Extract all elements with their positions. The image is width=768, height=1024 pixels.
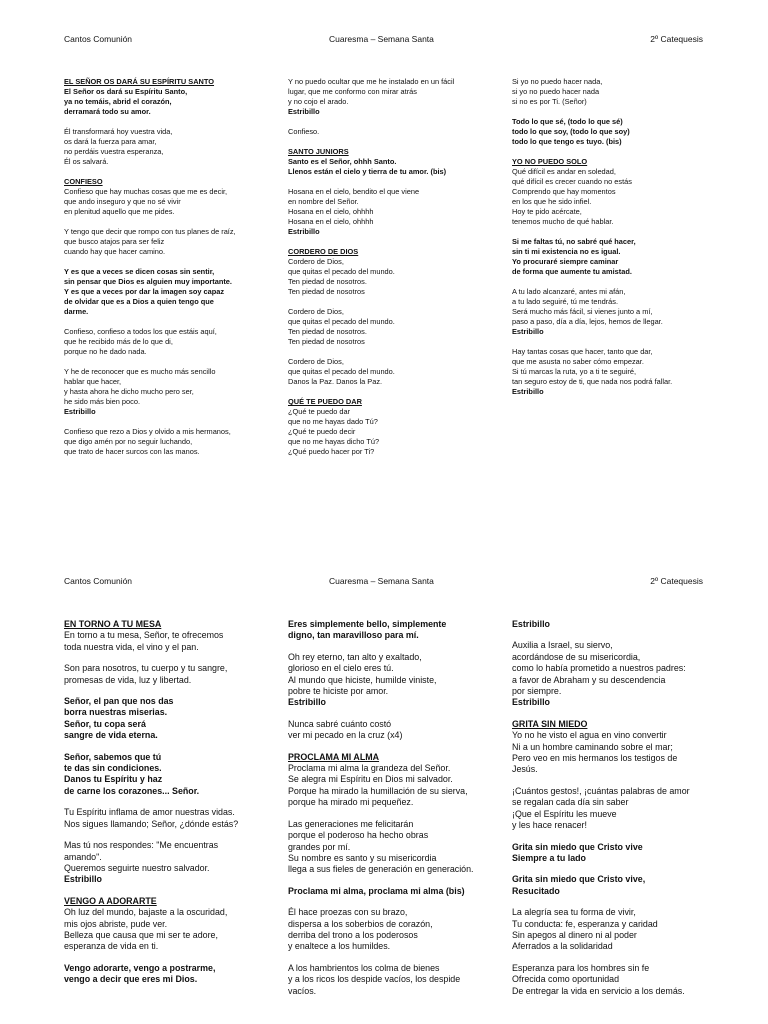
lyric-line: porque el poderoso ha hecho obras <box>288 830 429 841</box>
chorus-line: Señor, tu copa será <box>64 718 146 729</box>
page1-column-2 <box>288 77 454 457</box>
lyric-line: Ten piedad de nosotros <box>288 337 365 346</box>
lyric-line: Son para nosotros, tu cuerpo y tu sangre, <box>64 663 228 674</box>
chorus-line: Estribillo <box>512 619 550 629</box>
lyric-line: Sin apegos al dinero ni al poder <box>512 929 637 940</box>
lyric-line: Porque ha mirado la humillación de su sierva, <box>288 785 468 796</box>
line-spacer <box>512 897 690 907</box>
lyric-line: cuando hay que hacer camino. <box>64 247 166 256</box>
song-title: VENGO A ADORARTE <box>64 895 157 906</box>
line-spacer <box>64 953 238 963</box>
line-spacer <box>512 227 672 237</box>
chorus-line: Santo es el Señor, ohhh Santo. <box>288 157 397 166</box>
line-spacer <box>64 167 236 177</box>
lyric-line: amando". <box>64 851 102 862</box>
chorus-line: Si me faltas tú, no sabré qué hacer, <box>512 237 636 246</box>
header-right: 2º Catequesis <box>650 34 703 44</box>
line-spacer <box>288 809 474 819</box>
page2-column-3 <box>512 619 690 997</box>
lyric-line: Hosana en el cielo, ohhhh <box>288 207 374 216</box>
lyric-line: ¿Qué te puedo dar <box>288 407 351 416</box>
header-right: 2º Catequesis <box>650 576 703 586</box>
line-spacer <box>512 337 672 347</box>
lyric-line: Ten piedad de nosotros. <box>288 277 367 286</box>
chorus-line: Grita sin miedo que Cristo vive, <box>512 874 646 885</box>
lyric-line: Hoy te pido acércate, <box>512 207 582 216</box>
header-left: Cantos Comunión <box>64 576 133 586</box>
lyric-line: hablar que hacer, <box>64 377 122 386</box>
line-spacer <box>64 257 236 267</box>
line-spacer <box>64 653 238 663</box>
lyric-line: Mas tú nos respondes: "Me encuentras <box>64 840 219 851</box>
line-spacer <box>512 709 690 719</box>
page2-column-2 <box>288 619 474 997</box>
lyric-line: Se alegra mi Espíritu en Dios mi salvador. <box>288 774 453 785</box>
chorus-line: Proclama mi alma, proclama mi alma (bis) <box>288 885 465 896</box>
lyric-line: Ten piedad de nosotros <box>288 287 365 296</box>
chorus-line: Estribillo <box>288 697 326 708</box>
lyric-line: Qué difícil es andar en soledad, <box>512 167 616 176</box>
lyric-line: Él os salvará. <box>64 157 109 166</box>
chorus-line: de olvidar que es a Dios a quien tengo que <box>64 297 214 306</box>
lyric-line: lugar, que me conformo con mirar atrás <box>288 87 417 96</box>
lyric-line: que ando inseguro y que no sé vivir <box>64 197 181 206</box>
line-spacer <box>512 832 690 842</box>
lyric-line: Jesús. <box>512 764 538 775</box>
lyric-line: se regalan cada día sin saber <box>512 797 629 808</box>
lyric-line: Tu Espíritu inflama de amor nuestras vidas. <box>64 807 235 818</box>
chorus-line: Yo procuraré siempre caminar <box>512 257 619 266</box>
chorus-line: Vengo adorarte, vengo a postrarme, <box>64 962 216 973</box>
line-spacer <box>288 297 454 307</box>
lyric-line: pobre te hiciste por amor. <box>288 686 389 697</box>
chorus-line: Estribillo <box>288 107 320 116</box>
lyric-line: Será mucho más fácil, si vienes junto a mí, <box>512 307 653 316</box>
line-spacer <box>64 686 238 696</box>
line-spacer <box>288 742 474 752</box>
lyric-line: Cordero de Dios, <box>288 357 344 366</box>
chorus-line: borra nuestras miserias. <box>64 707 168 718</box>
lyric-line: en nombre del Señor. <box>288 197 359 206</box>
lyric-line: grandes por mí. <box>288 841 351 852</box>
lyric-line: Confieso que hay muchas cosas que me es decir, <box>64 187 228 196</box>
lyric-line: en los que he sido infiel. <box>512 197 592 206</box>
lyric-line: Él hace proezas con su brazo, <box>288 907 408 918</box>
lyric-line: como lo había prometido a nuestros padres: <box>512 663 686 674</box>
lyric-line: y les hace renacer! <box>512 820 587 831</box>
chorus-line: Estribillo <box>512 697 550 708</box>
chorus-line: sin ti mi existencia no es igual. <box>512 247 621 256</box>
chorus-line: Y es que a veces por dar la imagen soy capaz <box>64 287 225 296</box>
chorus-line: digno, tan maravilloso para mí. <box>288 630 419 641</box>
header-center: Cuaresma – Semana Santa <box>329 34 434 44</box>
line-spacer <box>288 347 454 357</box>
lyric-line: La alegría sea tu forma de vivir, <box>512 907 636 918</box>
lyric-line: toda nuestra vida, el vino y el pan. <box>64 641 199 652</box>
lyric-line: Y no puedo ocultar que me he instalado en un fácil <box>288 77 455 86</box>
line-spacer <box>512 953 690 963</box>
lyric-line: ver mi pecado en la cruz (x4) <box>288 730 403 741</box>
chorus-line: Siempre a tu lado <box>512 852 586 863</box>
lyric-line: ¡Cuántos gestos!, ¡cuántas palabras de amor <box>512 785 690 796</box>
header-left: Cantos Comunión <box>64 34 133 44</box>
line-spacer <box>64 797 238 807</box>
line-spacer <box>288 237 454 247</box>
lyric-line: Tu conducta: fe, esperanza y caridad <box>512 918 658 929</box>
lyric-line: y no cojo el arado. <box>288 97 349 106</box>
lyric-line: En torno a tu mesa, Señor, te ofrecemos <box>64 630 224 641</box>
song-title: EL SEÑOR OS DARÁ SU ESPÍRITU SANTO <box>64 77 215 86</box>
song-title: SANTO JUNIORS <box>288 147 349 156</box>
lyric-line: paso a paso, día a día, lejos, hemos de llegar. <box>512 317 663 326</box>
lyric-line: he sido más bien poco. <box>64 397 141 406</box>
line-spacer <box>64 830 238 840</box>
lyric-line: Belleza que causa que mi ser te adore, <box>64 929 218 940</box>
line-spacer <box>64 217 236 227</box>
lyric-line: y a los ricos los despide vacíos, los despide <box>288 974 461 985</box>
page2-header <box>0 576 768 588</box>
line-spacer <box>288 897 474 907</box>
lyric-line: si no es por Ti. (Señor) <box>512 97 587 106</box>
lyric-line: dispersa a los soberbios de corazón, <box>288 918 433 929</box>
chorus-line: Resucitado <box>512 885 560 896</box>
lyric-line: Oh rey eterno, tan alto y exaltado, <box>288 651 422 662</box>
chorus-line: Danos tu Espíritu y haz <box>64 774 163 785</box>
chorus-line: Y es que a veces se dicen cosas sin sentir, <box>64 267 215 276</box>
line-spacer <box>512 864 690 874</box>
lyric-line: De entregar la vida en servicio a los demás. <box>512 985 685 996</box>
line-spacer <box>64 357 236 367</box>
lyric-line: Hay tantas cosas que hacer, tanto que dar, <box>512 347 653 356</box>
song-title: PROCLAMA MI ALMA <box>288 751 380 762</box>
lyric-line: Comprendo que hay momentos <box>512 187 616 196</box>
line-spacer <box>512 147 672 157</box>
lyric-line: que quitas el pecado del mundo. <box>288 367 395 376</box>
chorus-line: todo lo que tengo es tuyo. (bis) <box>512 137 622 146</box>
song-title: CONFIESO <box>64 177 103 186</box>
chorus-line: todo lo que soy, (todo lo que soy) <box>512 127 630 136</box>
chorus-line: darme. <box>64 307 89 316</box>
lyric-line: Confieso que rezo a Dios y olvido a mis hermanos, <box>64 427 231 436</box>
lyric-line: Hosana en el cielo, bendito el que viene <box>288 187 420 196</box>
chorus-line: Estribillo <box>64 874 102 885</box>
lyric-line: esperanza de vida en ti. <box>64 941 159 952</box>
line-spacer <box>288 117 454 127</box>
lyric-line: Pero veo en mis hermanos los testigos de <box>512 753 678 764</box>
chorus-line: ya no temáis, abrid el corazón, <box>64 97 172 106</box>
chorus-line: Señor, sabemos que tú <box>64 751 162 762</box>
line-spacer <box>64 317 236 327</box>
chorus-line: te das sin condiciones. <box>64 763 162 774</box>
lyric-line: Y he de reconocer que es mucho más sencillo <box>64 367 216 376</box>
lyric-line: ¿Qué puedo hacer por Ti? <box>288 447 375 456</box>
lyric-line: que digo amén por no seguir luchando, <box>64 437 193 446</box>
lyric-line: Aferrados a la solidaridad <box>512 941 613 952</box>
lyric-line: ¿Qué te puedo decir <box>288 427 356 436</box>
page1-header <box>0 34 768 46</box>
lyric-line: Yo no he visto el agua en vino convertir <box>512 730 667 741</box>
lyric-line: Hosana en el cielo, ohhhh <box>288 217 374 226</box>
lyric-line: tenemos mucho de qué hablar. <box>512 217 614 226</box>
lyric-line: Las generaciones me felicitarán <box>288 818 414 829</box>
chorus-line: Estribillo <box>288 227 320 236</box>
lyric-line: Queremos seguirte nuestro salvador. <box>64 862 210 873</box>
lyric-line: Oh luz del mundo, bajaste a la oscuridad, <box>64 907 228 918</box>
lyric-line: tan seguro estoy de ti, que nada nos podrá fallar. <box>512 377 673 386</box>
lyric-line: Danos la Paz. Danos la Paz. <box>288 377 383 386</box>
lyric-line: Cordero de Dios, <box>288 307 344 316</box>
lyric-line: a tu lado seguiré, tú me tendrás. <box>512 297 618 306</box>
line-spacer <box>288 876 474 886</box>
chorus-line: vengo a decir que eres mi Dios. <box>64 974 198 985</box>
page1-column-3 <box>512 77 672 397</box>
line-spacer <box>288 953 474 963</box>
lyric-line: Si tú marcas la ruta, yo a ti te seguiré, <box>512 367 637 376</box>
lyric-line: qué difícil es crecer cuando no estás <box>512 177 632 186</box>
lyric-line: Nunca sabré cuánto costó <box>288 718 392 729</box>
lyric-line: Él transformará hoy vuestra vida, <box>64 127 173 136</box>
lyric-line: que no me hayas dado Tú? <box>288 417 378 426</box>
song-title: CORDERO DE DIOS <box>288 247 359 256</box>
lyric-line: y enaltece a los humildes. <box>288 941 391 952</box>
chorus-line: Estribillo <box>512 387 544 396</box>
lyric-line: vacíos. <box>288 985 317 996</box>
chorus-line: Señor, el pan que nos das <box>64 696 174 707</box>
lyric-line: Nos sigues llamando; Señor, ¿dónde estás? <box>64 818 239 829</box>
chorus-line: Estribillo <box>512 327 544 336</box>
line-spacer <box>512 277 672 287</box>
page1-column-1 <box>64 77 236 457</box>
lyric-line: que trato de hacer surcos con las manos. <box>64 447 200 456</box>
lyric-line: Y tengo que decir que rompo con tus planes de raíz, <box>64 227 236 236</box>
lyric-line: si yo no puedo hacer nada <box>512 87 600 96</box>
song-title: EN TORNO A TU MESA <box>64 619 162 629</box>
line-spacer <box>512 776 690 786</box>
lyric-line: A tu lado alcanzaré, antes mi afán, <box>512 287 626 296</box>
lyric-line: llega a sus fieles de generación en generación. <box>288 864 474 875</box>
chorus-line: de forma que aumente tu amistad. <box>512 267 632 276</box>
lyric-line: que he recibido más de lo que di, <box>64 337 173 346</box>
lyric-line: promesas de vida, luz y libertad. <box>64 674 192 685</box>
lyric-line: que me asusta no saber cómo empezar. <box>512 357 644 366</box>
line-spacer <box>64 742 238 752</box>
line-spacer <box>512 107 672 117</box>
lyric-line: derriba del trono a los poderosos <box>288 929 418 940</box>
lyric-line: en plenitud aquello que me pides. <box>64 207 175 216</box>
lyric-line: Auxilia a Israel, su siervo, <box>512 640 613 651</box>
chorus-line: sangre de vida eterna. <box>64 730 158 741</box>
lyric-line: a favor de Abraham y su descendencia <box>512 674 666 685</box>
lyric-line: Ten piedad de nosotros. <box>288 327 367 336</box>
line-spacer <box>288 137 454 147</box>
lyric-line: Si yo no puedo hacer nada, <box>512 77 603 86</box>
chorus-line: Todo lo que sé, (todo lo que sé) <box>512 117 623 126</box>
lyric-line: Proclama mi alma la grandeza del Señor. <box>288 763 451 774</box>
lyric-line: glorioso en el cielo eres tú. <box>288 663 394 674</box>
lyric-line: Confieso, confieso a todos los que estáis aquí, <box>64 327 217 336</box>
lyric-line: porque ha mirado mi pequeñez. <box>288 797 414 808</box>
lyric-line: y hasta ahora he dicho mucho pero ser, <box>64 387 194 396</box>
line-spacer <box>512 630 690 640</box>
line-spacer <box>64 117 236 127</box>
lyric-line: Esperanza para los hombres sin fe <box>512 962 650 973</box>
lyric-line: no perdáis vuestra esperanza, <box>64 147 164 156</box>
lyric-line: ¡Que el Espíritu les mueve <box>512 808 617 819</box>
lyric-line: os dará la fuerza para amar, <box>64 137 157 146</box>
lyric-line: mis ojos abriste, pude ver. <box>64 918 168 929</box>
song-title: QUÉ TE PUEDO DAR <box>288 397 362 406</box>
line-spacer <box>64 417 236 427</box>
lyric-line: que busco atajos para ser feliz <box>64 237 165 246</box>
lyric-line: A los hambrientos los colma de bienes <box>288 962 440 973</box>
lyric-line: por siempre. <box>512 686 562 697</box>
chorus-line: Grita sin miedo que Cristo vive <box>512 841 643 852</box>
chorus-line: Eres simplemente bello, simplemente <box>288 619 447 629</box>
lyric-line: Ni a un hombre caminando sobre el mar; <box>512 741 673 752</box>
line-spacer <box>288 642 474 652</box>
lyric-line: acordándose de su misericordia, <box>512 651 641 662</box>
chorus-line: de carne los corazones... Señor. <box>64 785 200 796</box>
chorus-line: El Señor os dará su Espíritu Santo, <box>64 87 188 96</box>
song-title: GRITA SIN MIEDO <box>512 718 588 729</box>
lyric-line: Su nombre es santo y su misericordia <box>288 852 437 863</box>
chorus-line: sin pensar que Dios es alguien muy importante. <box>64 277 232 286</box>
line-spacer <box>288 387 454 397</box>
song-title: YO NO PUEDO SOLO <box>512 157 588 166</box>
lyric-line: que quitas el pecado del mundo. <box>288 317 395 326</box>
line-spacer <box>288 709 474 719</box>
line-spacer <box>288 177 454 187</box>
chorus-line: Estribillo <box>64 407 96 416</box>
lyric-line: Ofrecida como oportunidad <box>512 974 620 985</box>
lyric-line: que no me hayas dicho Tú? <box>288 437 380 446</box>
chorus-line: derramará todo su amor. <box>64 107 151 116</box>
line-spacer <box>64 886 238 896</box>
chorus-line: Llenos están el cielo y tierra de tu amor. (bis) <box>288 167 447 176</box>
lyric-line: Confieso. <box>288 127 320 136</box>
lyric-line: que quitas el pecado del mundo. <box>288 267 395 276</box>
lyric-line: Cordero de Dios, <box>288 257 344 266</box>
page2-column-1 <box>64 619 238 986</box>
lyric-line: porque no he dado nada. <box>64 347 147 356</box>
header-center: Cuaresma – Semana Santa <box>329 576 434 586</box>
lyric-line: Al mundo que hiciste, humilde viniste, <box>288 674 437 685</box>
